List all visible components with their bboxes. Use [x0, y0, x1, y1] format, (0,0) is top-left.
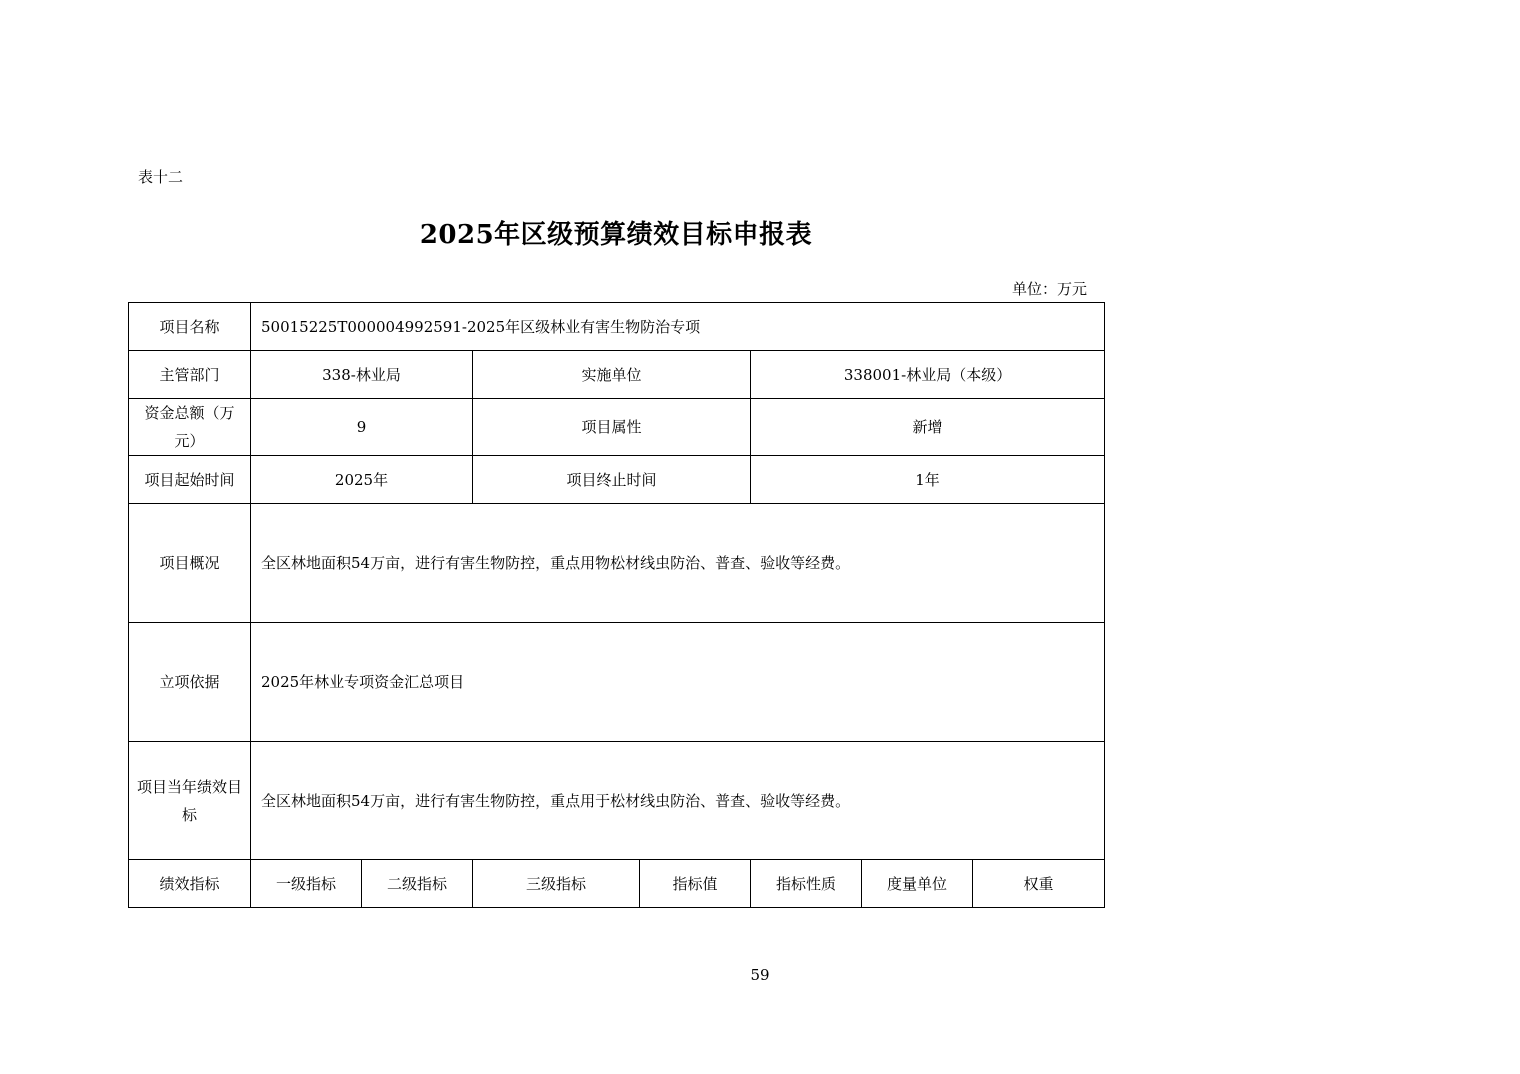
indicator-col-value: 指标值 [640, 860, 751, 908]
indicator-col-level3: 三级指标 [473, 860, 640, 908]
table-row [129, 623, 1105, 742]
dept-label: 主管部门 [129, 351, 251, 399]
indicator-col-nature: 指标性质 [751, 860, 862, 908]
attr-value: 新增 [751, 399, 1105, 456]
start-label: 项目起始时间 [129, 456, 251, 504]
overview-value: 全区林地面积54万亩，进行有害生物防控，重点用物松材线虫防治、普查、验收等经费。 [251, 504, 1105, 623]
end-label: 项目终止时间 [473, 456, 751, 504]
indicator-col-level2: 二级指标 [362, 860, 473, 908]
funds-value: 9 [251, 399, 473, 456]
basis-value: 2025年林业专项资金汇总项目 [251, 623, 1105, 742]
table-row [129, 399, 1105, 456]
table-row [129, 742, 1105, 860]
goal-label: 项目当年绩效目标 [129, 742, 251, 860]
indicator-col-weight: 权重 [973, 860, 1105, 908]
indicators-label: 绩效指标 [129, 860, 251, 908]
end-value: 1年 [751, 456, 1105, 504]
table-row [129, 351, 1105, 399]
budget-performance-table [128, 302, 1105, 908]
unit-label: 单位：万元 [1012, 280, 1088, 298]
funds-label: 资金总额（万元） [129, 399, 251, 456]
table-row [129, 860, 1105, 908]
start-value: 2025年 [251, 456, 473, 504]
impl-unit-value: 338001-林业局（本级） [751, 351, 1105, 399]
page-number: 59 [750, 966, 770, 984]
impl-unit-label: 实施单位 [473, 351, 751, 399]
indicator-col-unit: 度量单位 [862, 860, 973, 908]
indicator-col-level1: 一级指标 [251, 860, 362, 908]
table-row [129, 456, 1105, 504]
table-label: 表十二 [138, 168, 184, 186]
table-row [129, 504, 1105, 623]
table-row [129, 303, 1105, 351]
attr-label: 项目属性 [473, 399, 751, 456]
project-name-label: 项目名称 [129, 303, 251, 351]
goal-value: 全区林地面积54万亩，进行有害生物防控，重点用于松材线虫防治、普查、验收等经费。 [251, 742, 1105, 860]
dept-value: 338-林业局 [251, 351, 473, 399]
page-title: 2025年区级预算绩效目标申报表 [419, 220, 813, 250]
overview-label: 项目概况 [129, 504, 251, 623]
basis-label: 立项依据 [129, 623, 251, 742]
project-name-value: 50015225T000004992591-2025年区级林业有害生物防治专项 [251, 303, 1105, 351]
